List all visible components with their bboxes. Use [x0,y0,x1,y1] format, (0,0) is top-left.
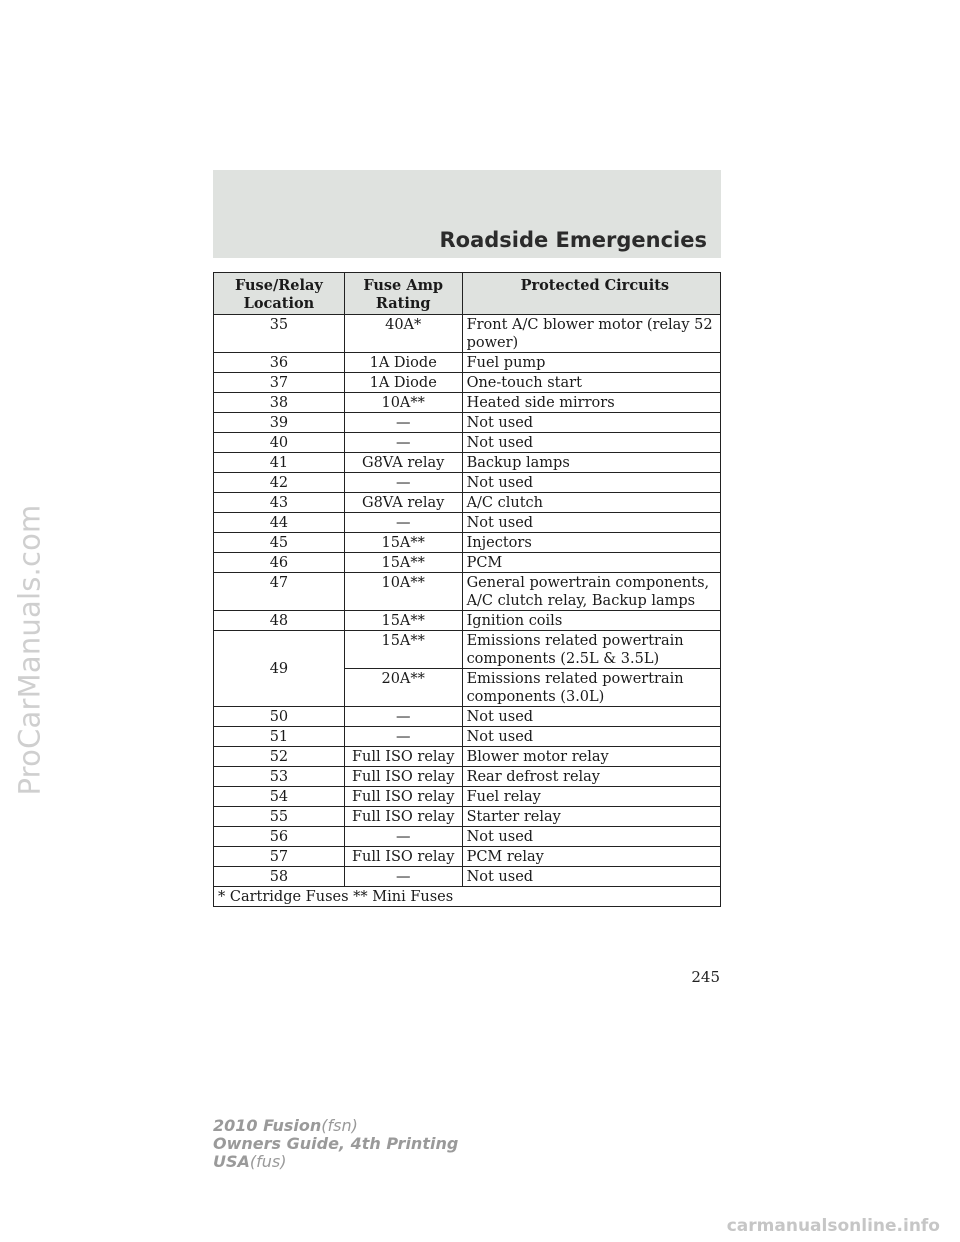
table-row [214,727,721,747]
cell-circuit: Starter relay [462,807,720,827]
cell-rating: 10A** [344,393,462,413]
cell-rating: 15A** [344,611,462,631]
cell-rating: 15A** [344,553,462,573]
table-row [214,827,721,847]
cell-location: 57 [214,847,345,867]
table-row [214,413,721,433]
cell-rating: — [344,513,462,533]
table-row [214,473,721,493]
header-rating: Fuse Amp Rating [344,273,462,315]
table-note: * Cartridge Fuses ** Mini Fuses [214,887,721,907]
table-row [214,707,721,727]
cell-circuit: PCM relay [462,847,720,867]
section-title: Roadside Emergencies [439,228,707,252]
side-watermark [6,330,52,970]
cell-location: 39 [214,413,345,433]
cell-rating: 1A Diode [344,353,462,373]
cell-location: 42 [214,473,345,493]
cell-location: 35 [214,315,345,353]
footer-region-code: (fus) [249,1152,287,1171]
cell-rating: — [344,827,462,847]
table-row [214,867,721,887]
cell-rating: G8VA relay [344,493,462,513]
cell-location: 51 [214,727,345,747]
cell-circuit: Not used [462,867,720,887]
table-row-49a [214,631,721,669]
cell-location: 44 [214,513,345,533]
table-row [214,847,721,867]
cell-rating: Full ISO relay [344,847,462,867]
cell-circuit: Not used [462,433,720,453]
cell-circuit: Ignition coils [462,611,720,631]
cell-location: 47 [214,573,345,611]
cell-rating: — [344,473,462,493]
cell-rating: 15A** [344,533,462,553]
page-number: 245 [691,968,720,986]
cell-circuit: One-touch start [462,373,720,393]
cell-rating: Full ISO relay [344,767,462,787]
cell-circuit: Emissions related powertrain components (3.0L) [462,669,720,707]
cell-location: 54 [214,787,345,807]
cell-circuit: Blower motor relay [462,747,720,767]
table-row [214,807,721,827]
cell-location: 43 [214,493,345,513]
table-row [214,573,721,611]
table-header-row [214,273,721,315]
table-row [214,353,721,373]
cell-location: 53 [214,767,345,787]
cell-rating: Full ISO relay [344,787,462,807]
cell-circuit: A/C clutch [462,493,720,513]
bottom-watermark: carmanualsonline.info [726,1216,940,1236]
cell-location: 38 [214,393,345,413]
header-circuits: Protected Circuits [462,273,720,315]
table-row [214,787,721,807]
footer-line-2: Owners Guide, 4th Printing [213,1134,459,1153]
footer-model-code: (fsn) [321,1116,358,1135]
cell-location: 56 [214,827,345,847]
cell-location: 58 [214,867,345,887]
table-row [214,513,721,533]
cell-circuit: Rear defrost relay [462,767,720,787]
footer-line-1 [213,1117,458,1135]
side-watermark-text: ProCarManuals.com [12,504,46,796]
table-row [214,315,721,353]
section-header [213,170,721,258]
cell-circuit: Front A/C blower motor (relay 52 power) [462,315,720,353]
cell-rating: G8VA relay [344,453,462,473]
footer-region: USA [213,1152,250,1171]
footer [213,1117,458,1171]
footer-model: 2010 Fusion [213,1116,322,1135]
table-row [214,747,721,767]
table-row [214,493,721,513]
cell-circuit: General powertrain components, A/C clutch relay, Backup lamps [462,573,720,611]
table-row [214,393,721,413]
table-row [214,553,721,573]
cell-circuit: Fuel pump [462,353,720,373]
cell-circuit: Emissions related powertrain components (2.5L & 3.5L) [462,631,720,669]
cell-circuit: Injectors [462,533,720,553]
fuse-table [213,272,721,907]
cell-location: 49 [214,631,345,707]
table-row [214,611,721,631]
cell-circuit: PCM [462,553,720,573]
cell-rating: — [344,433,462,453]
cell-circuit: Not used [462,827,720,847]
table-note-row [214,887,721,907]
cell-location: 52 [214,747,345,767]
cell-rating: — [344,413,462,433]
cell-circuit: Heated side mirrors [462,393,720,413]
cell-rating: 40A* [344,315,462,353]
cell-circuit: Fuel relay [462,787,720,807]
cell-location: 36 [214,353,345,373]
cell-location: 41 [214,453,345,473]
cell-location: 40 [214,433,345,453]
cell-circuit: Not used [462,707,720,727]
cell-location: 55 [214,807,345,827]
cell-rating: 20A** [344,669,462,707]
cell-rating: Full ISO relay [344,747,462,767]
footer-line-3 [213,1153,458,1171]
table-row [214,373,721,393]
table-row [214,453,721,473]
cell-circuit: Not used [462,473,720,493]
cell-circuit: Backup lamps [462,453,720,473]
cell-rating: — [344,707,462,727]
cell-location: 37 [214,373,345,393]
cell-rating: 15A** [344,631,462,669]
cell-rating: — [344,867,462,887]
table-row [214,767,721,787]
cell-location: 50 [214,707,345,727]
cell-rating: Full ISO relay [344,807,462,827]
cell-circuit: Not used [462,727,720,747]
table-row [214,433,721,453]
cell-circuit: Not used [462,413,720,433]
table-row [214,533,721,553]
cell-location: 45 [214,533,345,553]
cell-circuit: Not used [462,513,720,533]
cell-rating: 10A** [344,573,462,611]
cell-location: 46 [214,553,345,573]
header-location: Fuse/Relay Location [214,273,345,315]
cell-location: 48 [214,611,345,631]
cell-rating: — [344,727,462,747]
cell-rating: 1A Diode [344,373,462,393]
